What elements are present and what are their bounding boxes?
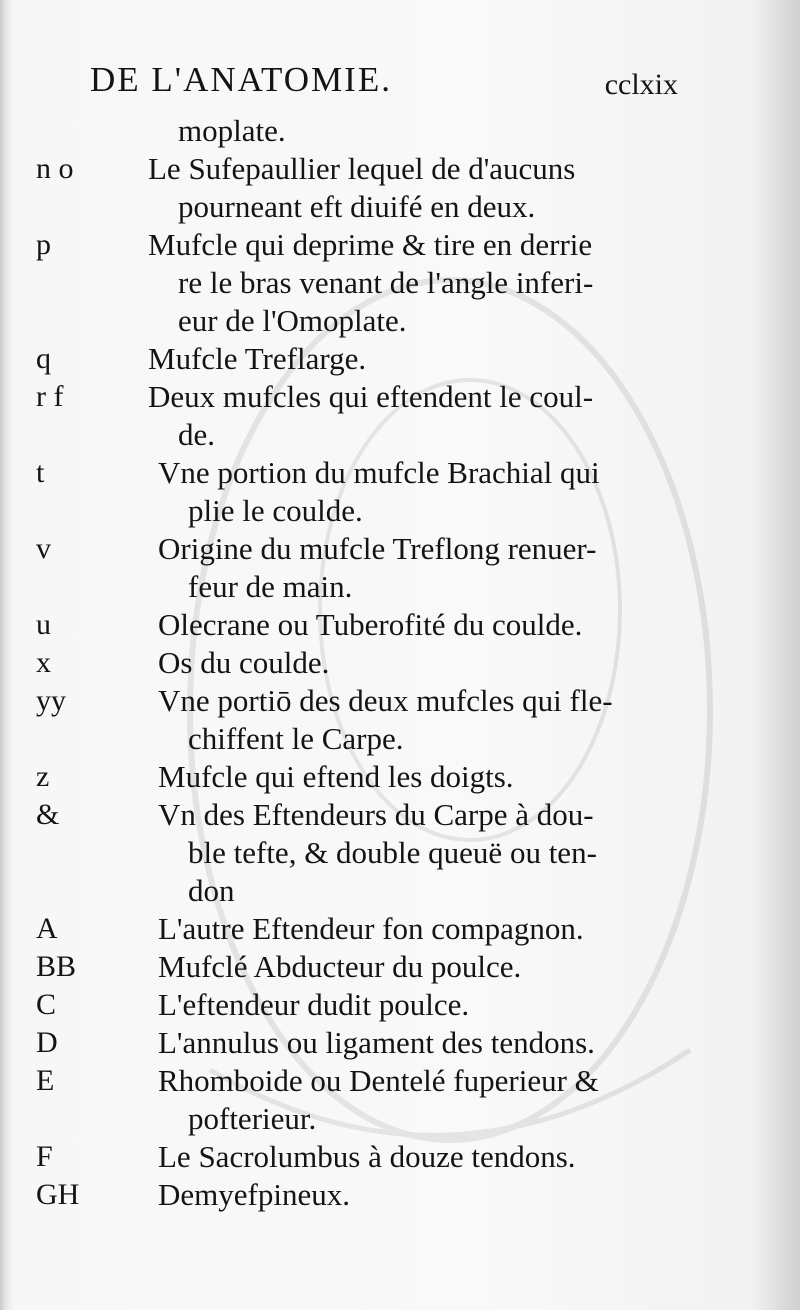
legend-entry <box>0 758 800 796</box>
legend-entry <box>0 112 800 150</box>
entry-text-line: Mufclé Abducteur du poulce. <box>158 949 522 984</box>
entry-text-line: re le bras venant de l'angle inferi- <box>178 265 594 300</box>
entry-text-line: feur de main. <box>188 569 353 604</box>
legend-entry <box>0 454 800 530</box>
entry-letter: & <box>36 798 60 831</box>
entry-letter: r f <box>36 380 64 413</box>
entry-text-line: Origine du mufcle Treflong renuer- <box>158 531 597 566</box>
entry-text-line: Vne portiō des deux mufcles qui fle- <box>158 683 613 718</box>
entry-text-line: Mufcle qui deprime & tire en derrie <box>148 227 593 262</box>
entry-letter: p <box>36 228 51 261</box>
entry-text-line: Le Sufepaullier lequel de d'aucuns <box>148 151 576 186</box>
legend-entry <box>0 1138 800 1176</box>
entry-text-line: L'annulus ou ligament des tendons. <box>158 1025 595 1060</box>
legend-entry <box>0 1062 800 1138</box>
entry-text-line: Vne portion du mufcle Brachial qui <box>158 455 600 490</box>
entry-text-line: L'eftendeur dudit poulce. <box>158 987 470 1022</box>
legend-entry <box>0 644 800 682</box>
entry-letter: yy <box>36 684 66 717</box>
entry-letter: GH <box>36 1178 80 1211</box>
legend-entry <box>0 378 800 454</box>
running-title: DE L'ANATOMIE. <box>90 60 392 99</box>
entry-text-line: Deux mufcles qui eftendent le coul- <box>148 379 594 414</box>
legend-entry <box>0 530 800 606</box>
entry-text-line: Mufcle Treflarge. <box>148 341 367 376</box>
entry-text-line: Mufcle qui eftend les doigts. <box>158 759 514 794</box>
entry-text-line: moplate. <box>178 113 286 148</box>
entry-text-line: Rhomboide ou Dentelé fuperieur & <box>158 1063 599 1098</box>
legend-entry <box>0 682 800 758</box>
entry-text-line: Demyefpineux. <box>158 1177 350 1212</box>
entry-text-line: L'autre Eftendeur fon compagnon. <box>158 911 584 946</box>
legend-entry <box>0 948 800 986</box>
legend-entry <box>0 340 800 378</box>
legend-entry <box>0 1024 800 1062</box>
entry-text-line: ble tefte, & double queuë ou ten- <box>188 835 597 870</box>
entry-letter: E <box>36 1064 55 1097</box>
entry-text-line: Le Sacrolumbus à douze tendons. <box>158 1139 576 1174</box>
entry-text-line: Os du coulde. <box>158 645 330 680</box>
entry-letter: C <box>36 988 57 1021</box>
entry-text-line: pourneant eft diuifé en deux. <box>178 189 536 224</box>
entry-letter: D <box>36 1026 58 1059</box>
entry-text-line: de. <box>178 417 216 452</box>
legend-entry <box>0 910 800 948</box>
entry-text-line: pofterieur. <box>188 1101 317 1136</box>
page-number: cclxix <box>604 68 678 101</box>
entry-letter: BB <box>36 950 77 983</box>
legend-entry <box>0 606 800 644</box>
entry-letter: v <box>36 532 51 565</box>
entry-letter: u <box>36 608 51 641</box>
entry-letter: n o <box>36 152 74 185</box>
entry-letter: A <box>36 912 58 945</box>
page-header <box>90 60 678 120</box>
legend-entry <box>0 150 800 226</box>
entry-letter: F <box>36 1140 53 1173</box>
legend-entry <box>0 226 800 340</box>
entry-text-line: plie le coulde. <box>188 493 363 528</box>
entry-letter: q <box>36 342 51 375</box>
entry-letter: z <box>36 760 50 793</box>
legend-list <box>0 112 800 1214</box>
entry-letter: x <box>36 646 51 679</box>
entry-letter: t <box>36 456 45 489</box>
legend-entry <box>0 796 800 910</box>
legend-entry <box>0 986 800 1024</box>
entry-text-line: Vn des Eftendeurs du Carpe à dou- <box>158 797 594 832</box>
entry-text-line: chiffent le Carpe. <box>188 721 404 756</box>
entry-text-line: eur de l'Omoplate. <box>178 303 407 338</box>
entry-text-line: Olecrane ou Tuberofité du coulde. <box>158 607 583 642</box>
entry-text-line: don <box>188 873 235 908</box>
legend-entry <box>0 1176 800 1214</box>
